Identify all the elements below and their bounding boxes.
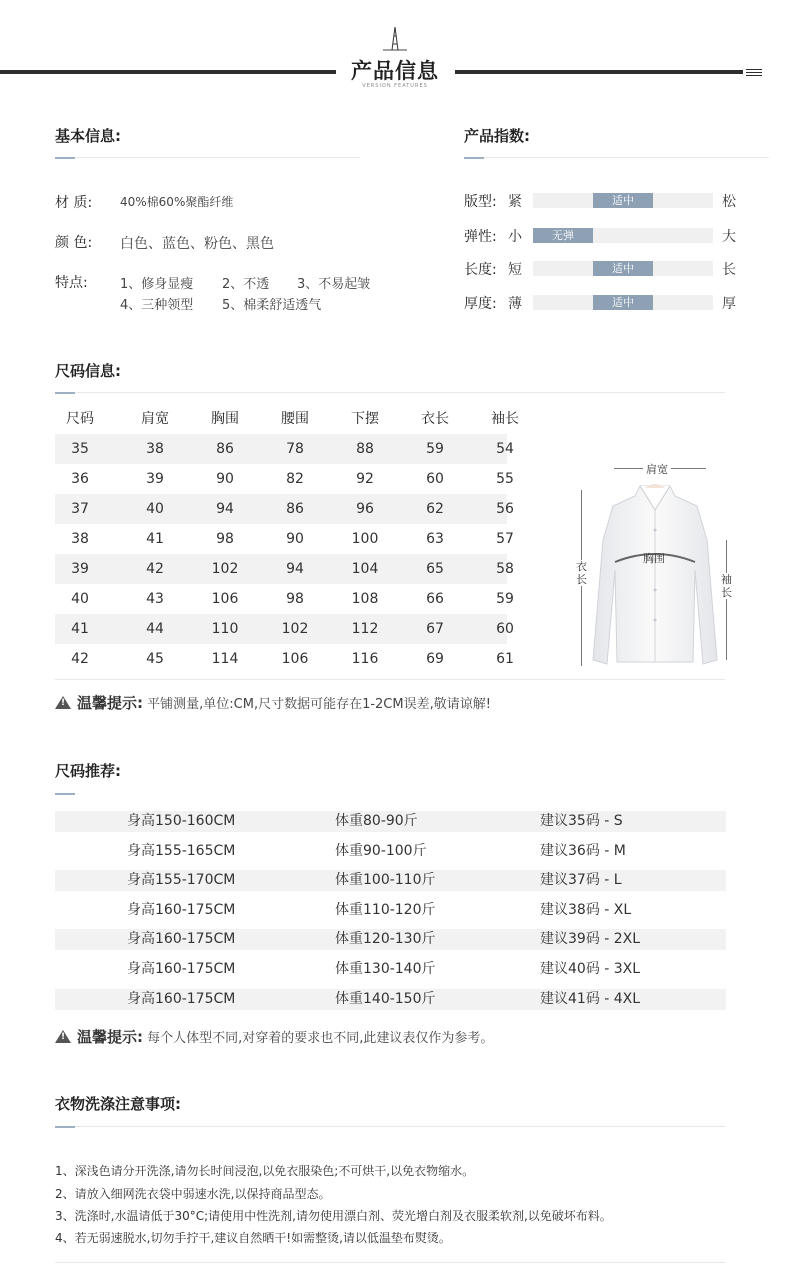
table-row — [55, 434, 514, 464]
wash-item-4: 4、若无弱速脱水,切勿手拧干,建议自然晒干!如需整烫,请以低温垫布熨烫。 — [55, 1231, 451, 1245]
table-cell: 腰围 — [281, 411, 309, 427]
recommend-tip-label: 温馨提示: — [77, 1028, 143, 1046]
size-info-title: 尺码信息: — [55, 362, 121, 380]
table-cell: 体重130-140斤 — [335, 961, 436, 977]
table-cell: 建议41码 - 4XL — [540, 990, 641, 1007]
recommend-title: 尺码推荐: — [55, 762, 121, 780]
table-row — [55, 464, 514, 494]
table-cell: 体重100-110斤 — [335, 872, 436, 889]
table-cell: 39 — [71, 561, 89, 577]
table-cell: 110 — [211, 621, 239, 637]
index-marker: 无弹 — [533, 228, 593, 243]
table-cell: 袖长 — [491, 411, 519, 427]
basic-info-accent — [55, 157, 75, 159]
table-cell: 肩宽 — [141, 411, 169, 427]
table-cell: 身高160-175CM — [127, 931, 236, 948]
color-label: 颜 色: — [55, 235, 93, 251]
table-cell: 108 — [351, 591, 379, 607]
index-accent — [464, 157, 484, 159]
warning-icon: ! — [55, 1030, 71, 1043]
basic-info-rule — [55, 157, 360, 158]
table-cell: 114 — [211, 651, 239, 667]
table-cell: 55 — [496, 471, 514, 487]
table-cell: 建议35码 - S — [540, 813, 623, 829]
index-track — [533, 193, 713, 208]
wash-rule — [55, 1126, 725, 1127]
table-cell: 建议36码 - M — [540, 842, 626, 859]
eiffel-tower-icon — [380, 26, 410, 52]
table-cell: 60 — [426, 471, 444, 487]
table-cell: 45 — [146, 651, 164, 667]
warning-icon: ! — [55, 696, 71, 709]
table-row — [55, 870, 726, 891]
table-cell: 42 — [71, 651, 89, 667]
table-cell: 116 — [351, 651, 379, 667]
table-cell: 82 — [286, 471, 304, 487]
wash-title: 衣物洗涤注意事项: — [55, 1095, 181, 1113]
table-cell: 41 — [146, 531, 164, 547]
table-cell: 67 — [426, 621, 444, 637]
table-cell: 60 — [496, 621, 514, 637]
table-cell: 59 — [496, 591, 514, 607]
sleeve-dim-line — [726, 540, 727, 660]
basic-info-title: 基本信息: — [55, 127, 121, 145]
table-row — [55, 989, 726, 1010]
header-bar-left — [0, 70, 336, 74]
table-cell: 54 — [496, 441, 514, 457]
page-title: 产品信息 — [351, 58, 439, 83]
table-cell: 41 — [71, 621, 89, 637]
table-cell: 92 — [356, 471, 374, 487]
header-deco-lines — [746, 69, 762, 78]
table-row — [55, 524, 514, 554]
index-marker: 适中 — [593, 193, 653, 208]
table-cell: 建议40码 - 3XL — [540, 961, 641, 977]
table-cell: 38 — [146, 441, 164, 457]
table-cell: 90 — [286, 531, 304, 547]
table-cell: 衣长 — [421, 411, 449, 427]
table-cell: 102 — [211, 561, 239, 577]
index-label: 厚度: — [464, 296, 497, 312]
table-cell: 40 — [71, 591, 89, 607]
table-row — [55, 811, 726, 832]
table-cell: 下摆 — [351, 411, 379, 427]
table-cell: 身高155-165CM — [127, 842, 236, 859]
feature-3: 3、不易起皱 — [297, 277, 371, 292]
feature-label: 特点: — [55, 275, 88, 291]
table-cell: 42 — [146, 561, 164, 577]
table-row — [55, 494, 514, 524]
table-cell: 100 — [351, 531, 379, 547]
feature-1: 1、修身显瘦 — [120, 277, 194, 292]
table-row — [55, 900, 726, 921]
table-cell: 身高160-175CM — [127, 901, 236, 918]
table-cell: 102 — [281, 621, 309, 637]
index-title: 产品指数: — [464, 127, 530, 145]
table-cell: 62 — [426, 501, 444, 517]
material-label: 材 质: — [55, 195, 93, 211]
feature-4: 4、三种领型 — [120, 298, 194, 313]
header-bar-right — [455, 70, 743, 74]
index-marker: 适中 — [593, 261, 653, 276]
index-track — [533, 261, 713, 276]
table-row — [55, 614, 514, 644]
size-table-header — [55, 404, 519, 434]
table-cell: 106 — [211, 591, 239, 607]
table-cell: 35 — [71, 441, 89, 457]
table-cell: 体重140-150斤 — [335, 990, 436, 1007]
wash-accent — [55, 1126, 75, 1128]
recommend-accent — [55, 793, 75, 795]
size-info-rule — [55, 392, 725, 393]
table-cell: 94 — [286, 561, 304, 577]
table-row — [55, 584, 514, 614]
index-label: 版型: — [464, 194, 497, 210]
index-label: 长度: — [464, 262, 497, 278]
size-tip — [55, 692, 491, 713]
table-cell: 104 — [351, 561, 379, 577]
table-row — [55, 929, 726, 950]
table-cell: 身高150-160CM — [127, 813, 236, 829]
table-cell: 61 — [496, 651, 514, 667]
wash-item-3: 3、洗涤时,水温请低于30°C;请使用中性洗剂,请勿使用漂白剂、荧光增白剂及衣服柔软剂,以免破坏布料。 — [55, 1209, 612, 1223]
table-cell: 建议37码 - L — [540, 872, 622, 889]
table-cell: 86 — [286, 501, 304, 517]
color-value: 白色、蓝色、粉色、黑色 — [120, 236, 274, 252]
index-max-label: 松 — [722, 194, 736, 210]
table-cell: 38 — [71, 531, 89, 547]
table-cell: 40 — [146, 501, 164, 517]
index-max-label: 长 — [722, 262, 736, 278]
table-row — [55, 644, 514, 674]
table-cell: 56 — [496, 501, 514, 517]
table-cell: 66 — [426, 591, 444, 607]
shoulder-label: 肩宽 — [643, 461, 671, 477]
table-cell: 建议38码 - XL — [540, 901, 632, 918]
table-cell: 体重80-90斤 — [335, 813, 418, 829]
table-cell: 58 — [496, 561, 514, 577]
sleeve-label: 袖长 — [721, 573, 732, 599]
table-cell: 57 — [496, 531, 514, 547]
table-cell: 身高155-170CM — [127, 872, 236, 889]
table-cell: 身高160-175CM — [127, 961, 236, 977]
table-cell: 37 — [71, 501, 89, 517]
page-subtitle: VERSION FEATURES — [362, 83, 428, 89]
table-cell: 体重120-130斤 — [335, 931, 436, 948]
table-cell: 90 — [216, 471, 234, 487]
wash-item-2: 2、请放入细网洗衣袋中弱速水洗,以保持商品型态。 — [55, 1187, 331, 1201]
table-cell: 78 — [286, 441, 304, 457]
table-cell: 88 — [356, 441, 374, 457]
wash-item-1: 1、深浅色请分开洗涤,请勿长时间浸泡,以免衣服染色;不可烘干,以免衣物缩水。 — [55, 1164, 475, 1178]
table-row — [55, 554, 514, 584]
table-cell: 44 — [146, 621, 164, 637]
length-label: 衣长 — [576, 560, 587, 586]
table-row — [55, 841, 726, 862]
size-bottom-rule — [55, 679, 725, 680]
material-value: 40%棉60%聚酯纤维 — [120, 195, 234, 209]
table-cell: 98 — [216, 531, 234, 547]
feature-2: 2、不透 — [222, 277, 270, 292]
index-rule — [464, 157, 769, 158]
feature-5: 5、棉柔舒适透气 — [222, 298, 322, 313]
table-cell: 建议39码 - 2XL — [540, 931, 641, 948]
index-track — [533, 295, 713, 310]
table-cell: 69 — [426, 651, 444, 667]
table-cell: 106 — [281, 651, 309, 667]
size-tip-text: 平铺测量,单位:CM,尺寸数据可能存在1-2CM误差,敬请谅解! — [147, 697, 491, 712]
table-cell: 尺码 — [66, 411, 94, 427]
size-info-accent — [55, 392, 75, 394]
index-track — [533, 228, 713, 243]
size-tip-label: 温馨提示: — [77, 694, 143, 712]
table-cell: 体重110-120斤 — [335, 901, 436, 918]
index-max-label: 大 — [722, 229, 736, 245]
index-min-label: 小 — [508, 229, 522, 245]
table-cell: 65 — [426, 561, 444, 577]
table-cell: 59 — [426, 441, 444, 457]
table-cell: 43 — [146, 591, 164, 607]
table-row — [55, 959, 726, 980]
recommend-tip-text: 每个人体型不同,对穿着的要求也不同,此建议表仅作为参考。 — [147, 1031, 494, 1046]
index-min-label: 短 — [508, 262, 522, 278]
table-cell: 112 — [351, 621, 379, 637]
index-min-label: 薄 — [508, 296, 522, 312]
index-min-label: 紧 — [508, 194, 522, 210]
table-cell: 63 — [426, 531, 444, 547]
index-marker: 适中 — [593, 295, 653, 310]
recommend-tip — [55, 1026, 493, 1047]
index-label: 弹性: — [464, 229, 497, 245]
table-cell: 94 — [216, 501, 234, 517]
wash-bottom-rule — [55, 1262, 725, 1263]
chest-label: 胸围 — [643, 552, 665, 565]
table-cell: 胸围 — [211, 411, 239, 427]
table-cell: 体重90-100斤 — [335, 842, 427, 859]
index-max-label: 厚 — [722, 296, 736, 312]
table-cell: 96 — [356, 501, 374, 517]
table-cell: 36 — [71, 471, 89, 487]
table-cell: 身高160-175CM — [127, 990, 236, 1007]
table-cell: 39 — [146, 471, 164, 487]
table-cell: 98 — [286, 591, 304, 607]
shirt-illustration — [585, 480, 725, 668]
table-cell: 86 — [216, 441, 234, 457]
